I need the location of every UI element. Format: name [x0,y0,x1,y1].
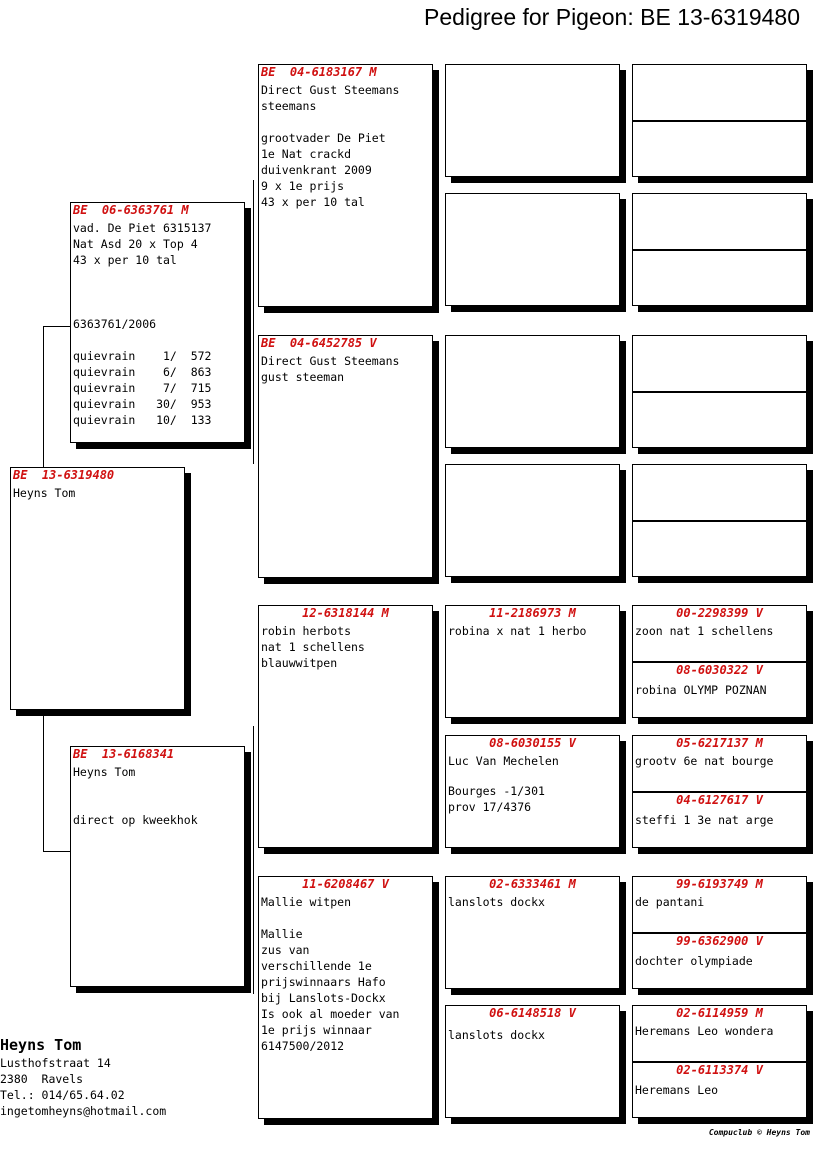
ring-number: BE 06-6363761 M [73,203,189,217]
owner-email: ingetomheyns@hotmail.com [0,1104,167,1118]
empty-pedigree-card [632,193,807,306]
dam-card [70,746,245,987]
ring-number: BE 04-6183167 M [261,65,377,79]
empty-pedigree-card [632,64,807,177]
pigeon-notes: zoon nat 1 schellens [635,624,774,638]
footer-credit: Compuclub © Heyns Tom [708,1128,810,1137]
subject-pigeon-card [10,467,185,710]
sire-sire-card [258,64,433,307]
ring-number: 08-6030155 V [489,736,576,750]
dam-sire-dam-card [445,735,620,848]
ring-number: 99-6362900 V [676,934,763,948]
connector-line [253,180,254,464]
pigeon-notes: Luc Van Mechelen [448,754,559,768]
owner-phone: Tel.: 014/65.64.02 [0,1088,125,1102]
dam-dam-card [258,876,433,1119]
pigeon-notes: Mallie witpen Mallie zus van verschillende 1e prijswinnaars Hafo bij Lanslots-Dockx Is ook al moeder van 1e prijs winnaar 6147500/2012 [261,895,400,1053]
connector-line [253,726,254,994]
sire-card [70,202,245,443]
fifth-gen-pair-card [632,876,807,989]
pigeon-notes: robina x nat 1 herbo [448,624,587,638]
connector-line [43,851,70,852]
pigeon-notes: lanslots dockx [448,895,545,909]
pigeon-notes: robin herbots nat 1 schellens blauwwitpen [261,624,365,670]
dam-sire-card [258,605,433,848]
pigeon-results: Bourges -1/301 prov 17/4376 [448,784,545,814]
pigeon-notes: robina OLYMP POZNAN [635,683,767,697]
fifth-gen-pair-card [632,605,807,718]
empty-pedigree-card [445,193,620,306]
page-title: Pedigree for Pigeon: BE 13-6319480 [424,4,800,30]
ring-number: BE 04-6452785 V [261,336,377,350]
ring-number: 02-6113374 V [676,1063,763,1077]
sire-dam-card [258,335,433,578]
fifth-gen-pair-card [632,735,807,848]
pigeon-notes: Heyns Tom [13,486,76,500]
pigeon-notes: Heremans Leo wondera [635,1024,774,1038]
empty-pedigree-card [445,335,620,448]
empty-pedigree-card [445,64,620,177]
empty-pedigree-card [632,464,807,577]
pigeon-notes: de pantani [635,895,705,909]
empty-pedigree-card [445,464,620,577]
pigeon-notes: Heyns Tom direct op kweekhok [73,765,198,827]
owner-address-block [0,1035,166,1119]
pigeon-notes: grootv 6e nat bourge [635,754,774,768]
ring-number: BE 13-6168341 [73,747,175,761]
ring-number: 11-6208467 V [302,877,389,891]
ring-number: 06-6148518 V [489,1006,576,1020]
ring-number: 05-6217137 M [676,736,763,750]
connector-line [43,326,44,468]
ring-number: 08-6030322 V [676,663,763,677]
pigeon-notes: vad. De Piet 6315137 Nat Asd 20 x Top 4 43 x per 10 tal 6363761/2006 quievrain 1/ 572 quievrain 6/ 863 quievrain 7/ 715 quievrain 30/ 953 quievrain 10/ 133 [73,221,212,427]
pigeon-notes: Direct Gust Steemans gust steeman [261,354,400,384]
ring-number: 04-6127617 V [676,793,763,807]
pigeon-notes: steffi 1 3e nat arge [635,813,774,827]
connector-line [43,326,70,327]
dam-dam-dam-card [445,1005,620,1118]
owner-street: Lusthofstraat 14 [0,1056,111,1070]
owner-name: Heyns Tom [0,1036,82,1054]
ring-number: 99-6193749 M [676,877,763,891]
empty-pedigree-card [632,335,807,448]
ring-number: 12-6318144 M [302,606,389,620]
fifth-gen-pair-card [632,1005,807,1118]
ring-number: 02-6333461 M [489,877,576,891]
pigeon-notes: Direct Gust Steemans steemans grootvader De Piet 1e Nat crackd duivenkrant 2009 9 x 1e prijs 43 x per 10 tal [261,83,400,209]
pigeon-notes: lanslots dockx [448,1028,545,1042]
pigeon-notes: Heremans Leo [635,1083,719,1097]
ring-number: 00-2298399 V [676,606,763,620]
dam-dam-sire-card [445,876,620,989]
connector-line [43,714,44,851]
owner-city: 2380 Ravels [0,1072,84,1086]
pigeon-notes: dochter olympiade [635,954,753,968]
ring-number: 11-2186973 M [489,606,576,620]
dam-sire-sire-card [445,605,620,718]
ring-number: BE 13-6319480 [13,468,115,482]
ring-number: 02-6114959 M [676,1006,763,1020]
